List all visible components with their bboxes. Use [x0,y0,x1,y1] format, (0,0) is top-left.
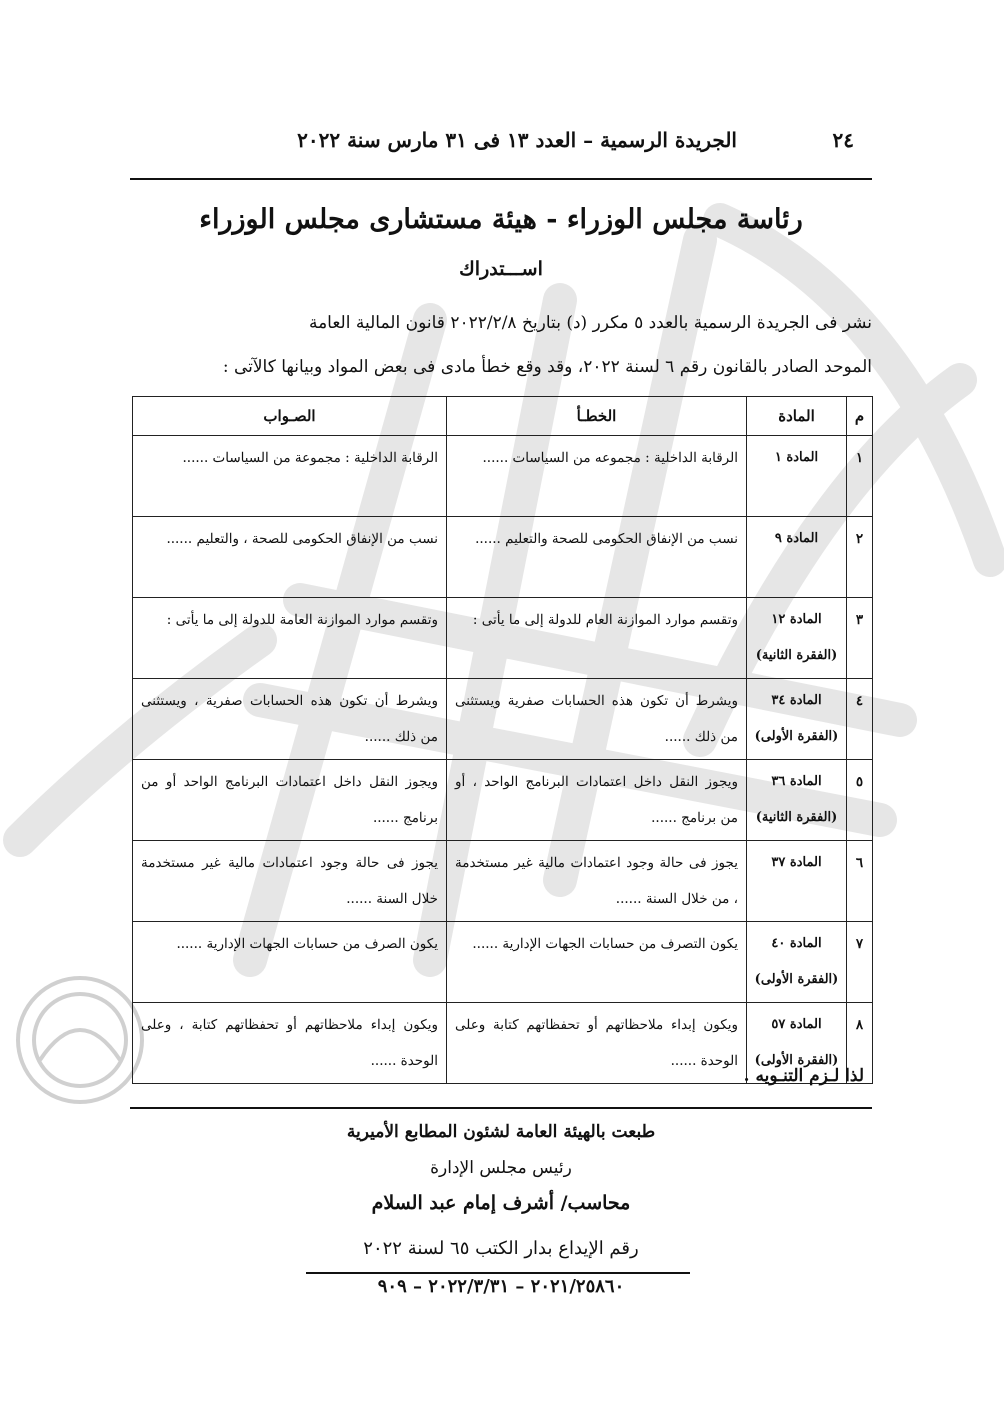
document-subtitle: اســـتدراك [459,258,543,280]
page-number: ٢٤ [832,128,854,152]
row-wrong-text: الرقابة الداخلية : مجموعه من السياسات ...... [447,436,747,517]
row-number: ٥ [847,760,873,841]
row-wrong-text: نسب من الإنفاق الحكومى للصحة والتعليم ...... [447,517,747,598]
row-correct-text: يكون الصرف من حسابات الجهات الإدارية ...... [133,922,447,1003]
row-correct-text: الرقابة الداخلية : مجموعة من السياسات ...... [133,436,447,517]
row-article [747,922,847,1003]
row-article [747,841,847,922]
row-correct-text: ويجوز النقل داخل اعتمادات البرنامج الواحد أو من برنامج ...... [133,760,447,841]
article-paragraph: (الفقرة الأولى) [754,972,839,987]
row-article [747,517,847,598]
header-wrong: الخطـأ [447,397,747,436]
row-number: ٢ [847,517,873,598]
article-paragraph: (الفقرة الثانية) [755,810,838,825]
note-text: لذا لـزم التنـويه . [743,1066,864,1086]
code-divider [306,1272,690,1274]
row-number: ٦ [847,841,873,922]
row-article [747,679,847,760]
header-title: الجريدة الرسمية – العدد ١٣ فى ٣١ مارس سنة ٢٠٢٢ [297,128,737,152]
table-row [133,922,873,1003]
row-number: ٤ [847,679,873,760]
header-article: المادة [747,397,847,436]
errata-table [132,396,873,1084]
article-label: المادة ٣٦ [771,774,822,789]
table-row [133,517,873,598]
row-correct-text: يجوز فى حالة وجود اعتمادات مالية غير مستخدمة خلال السنة ...... [133,841,447,922]
row-article [747,760,847,841]
article-label: المادة ٩ [774,531,819,546]
table-row [133,598,873,679]
table-body [133,436,873,1084]
deposit-number: رقم الإيداع بدار الكتب ٦٥ لسنة ٢٠٢٢ [363,1238,639,1259]
row-correct-text: وتقسم موارد الموازنة العامة للدولة إلى ما يأتى : [133,598,447,679]
row-wrong-text: ويجوز النقل داخل اعتمادات البرنامج الواحد ، أو من برنامج ...... [447,760,747,841]
row-number: ١ [847,436,873,517]
row-number: ٧ [847,922,873,1003]
article-label: المادة ١ [774,450,819,465]
article-paragraph: (الفقرة الثانية) [755,648,838,663]
article-label: المادة ٣٧ [771,855,822,870]
article-paragraph: (الفقرة الأولى) [754,1053,839,1068]
page-header [130,128,872,158]
footer-divider [130,1107,872,1109]
row-wrong-text: يجوز فى حالة وجود اعتمادات مالية غير مستخدمة ، من خلال السنة ...... [447,841,747,922]
row-correct-text: ويشرط أن تكون هذه الحسابات صفرية ، ويستثنى من ذلك ...... [133,679,447,760]
article-paragraph: (الفقرة الأولى) [754,729,839,744]
row-article [747,598,847,679]
article-label: المادة ٤٠ [771,936,822,951]
header-divider [130,178,872,180]
row-wrong-text: ويكون إبداء ملاحظاتهم أو تحفظاتهم كتابة وعلى الوحدة ...... [447,1003,747,1084]
table-row [133,679,873,760]
row-number: ٨ [847,1003,873,1084]
row-correct-text: نسب من الإنفاق الحكومى للصحة ، والتعليم ...... [133,517,447,598]
chairman-name: محاسب/ أشرف إمام عبد السلام [371,1192,631,1214]
row-number: ٣ [847,598,873,679]
row-wrong-text: ويشرط أن تكون هذه الحسابات صفرية ويستثنى من ذلك ...... [447,679,747,760]
row-article [747,436,847,517]
row-wrong-text: يكون التصرف من حسابات الجهات الإدارية ...... [447,922,747,1003]
issue-code: ٢٠٢١/٢٥٨٦٠ – ٢٠٢٢/٣/٣١ – ٩٠٩ [377,1276,625,1297]
document-title: رئاسة مجلس الوزراء - هيئة مستشارى مجلس الوزراء [199,204,803,235]
article-label: المادة ١٢ [771,612,822,627]
printer-line: طبعت بالهيئة العامة لشئون المطابع الأميرية [346,1122,656,1142]
board-title: رئيس مجلس الإدارة [430,1158,572,1178]
intro-line-2: الموحد الصادر بالقانون رقم ٦ لسنة ٢٠٢٢، وقد وقع خطأ مادى فى بعض المواد وبيانها كالآتى : [222,357,872,377]
row-wrong-text: وتقسم موارد الموازنة العام للدولة إلى ما يأتى : [447,598,747,679]
table-row [133,760,873,841]
article-label: المادة ٥٧ [771,1017,822,1032]
table-row [133,841,873,922]
header-correct: الصـواب [133,397,447,436]
table-header-row [133,397,873,436]
row-correct-text: ويكون إبداء ملاحظاتهم أو تحفظاتهم كتابة ، وعلى الوحدة ...... [133,1003,447,1084]
intro-line-1: نشر فى الجريدة الرسمية بالعدد ٥ مكرر (د) بتاريخ ٢٠٢٢/٢/٨ قانون المالية العامة [308,313,872,333]
article-label: المادة ٣٤ [771,693,822,708]
header-num: م [847,397,873,436]
table-row [133,436,873,517]
